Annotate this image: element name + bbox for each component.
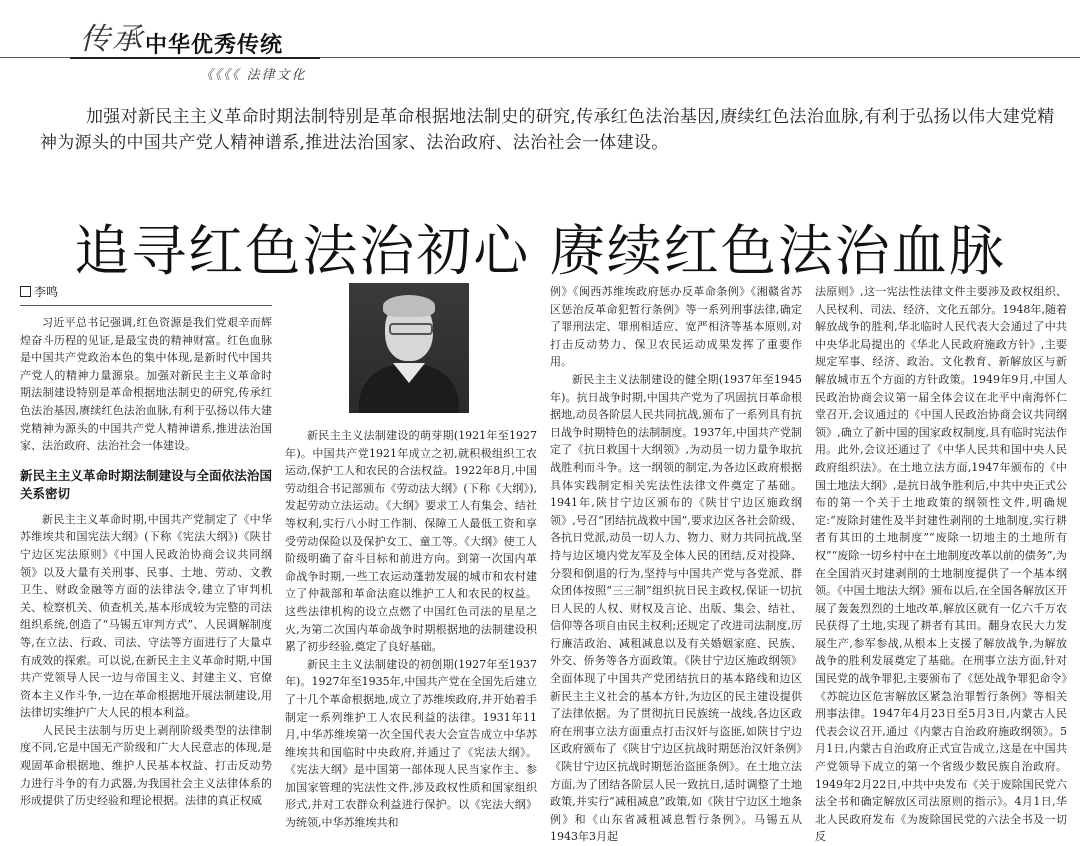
article-title: 追寻红色法治初心 赓续红色法治血脉	[74, 218, 1006, 283]
byline-rule	[20, 305, 272, 306]
column-1	[20, 283, 272, 810]
paragraph: 习近平总书记强调,红色资源是我们党艰辛而辉煌奋斗历程的见证,是最宝贵的精神财富。红色血脉是中国共产党政治本色的集中体现,是新时代中国共产党人的精神力量源泉。加强对新民主主义革命时期法制建设特别是革命根据地法制史的研究,传承红色法治基因,赓续红色法治血脉,有利于弘扬以伟大建党精神为源头的中国共产党人精神谱系,推进法治国家、法治政府、法治社会一体建设。	[20, 316, 272, 453]
paragraph: 新民主主义革命时期,中国共产党制定了《中华苏维埃共和国宪法大纲》(下称《宪法大纲》)《陕甘宁边区宪法原则》《中国人民政治协商会议共同纲领》以及大量有关刑事、民事、土地、劳动、文教卫生、财政金融等方面的法律法令,建立了审判机关、检察机关、侦查机关,基本形成较为完整的司法组织系统,创造了“马锡五审判方式”、人民调解制度等,在立法、行政、司法、守法等方面进行了大量卓有成效的探索。可以说,在新民主主义革命时期,中国共产党领导人民一边与帝国主义、封建主义、官僚资本主义作斗争,一边在革命根据地开展法制建设,用法律切实维护广大人民的根本利益。	[20, 512, 272, 720]
lead-paragraph: 加强对新民主主义革命时期法制特别是革命根据地法制史的研究,传承红色法治基因,赓续红色法治血脉,有利于弘扬以伟大建党精神为源头的中国共产党人精神谱系,推进法治国家、法治政府、法治社会一体建设。	[40, 107, 1055, 153]
article-body	[20, 283, 1070, 844]
header-rule-bold	[70, 57, 320, 59]
column-header	[0, 0, 1080, 90]
author-photo	[349, 283, 469, 413]
byline	[20, 283, 272, 301]
column-2	[285, 283, 537, 832]
paragraph: 人民民主法制与历史上剥削阶级类型的法律制度不同,它是中国无产阶级和广大人民意志的体现,是观固革命根据地、维护人民基本权益、打击反动势力进行斗争的有力武器,为我国社会主义法律体系的形成提供了历史经验和理论根据。法律的真正权威	[20, 723, 272, 808]
photo-glasses	[389, 323, 433, 335]
paragraph: 法原则》,这一宪法性法律文件主要涉及政权组织、人民权利、司法、经济、文化五部分。1948年,随着解放战争的胜利,华北临时人民代表大会通过了中共中央华北局提出的《华北人民政府施政方针》,主要规定军事、经济、政治、文化教育、新解放区与新解放城市五个方面的方针政策。1949年9月,中国人民政治协商会议第一届全体会议在北平中南海怀仁堂召开,会议通过的《中国人民政治协商会议共同纲领》,确立了新中国的国家政权制度,具有临时宪法作用。此外,会议还通过了《中华人民共和国中央人民政府组织法》。在土地立法方面,1947年颁布的《中国土地法大纲》,是抗日战争胜利后,中共中央正式公布的第一个关于土地政策的纲领性文件,明确规定:“废除封建性及半封建性剥削的土地制度,实行耕者有其田的土地制度”“废除一切地主的土地所有权”“废除一切乡村中在土地制度改革以前的债务”,为在全国消灭封建剥削的土地制度提供了一个基本纲领。《中国土地法大纲》颁布以后,在全国各解放区开展了轰轰烈烈的土地改革,解放区就有一亿六千万农民获得了土地,实现了耕者有其田。翻身农民大力发展生产,参军参战,从根本上支援了解放战争,为解放战争的胜利发展奠定了基础。在刑事立法方面,针对国民党的战争罪犯,主要颁布了《惩处战争罪犯命令》《苏皖边区危害解放区紧急治罪暂行条例》等相关刑事法律。1947年4月23日至5月3日,内蒙古人民代表会议召开,通过《内蒙古自治政府施政纲领》。5月1日,内蒙古自治政府正式宣告成立,这是在中国共产党领导下成立的第一个省级少数民族自治政府。1949年2月22日,中共中央发布《关于废除国民党六法全书和确定解放区司法原则的指示》。4月1日,华北人民政府发布《为废除国民党的六法全书及一切反	[815, 285, 1067, 844]
byline-box-icon	[20, 286, 31, 297]
column-subtitle: 《《《《 法律文化	[200, 68, 307, 83]
column-name: 中华优秀传统	[145, 33, 284, 58]
column-4	[815, 283, 1067, 846]
paragraph: 新民主主义法制建设的初创期(1927年至1937年)。1927年至1935年,中国共产党在全国先后建立了十几个革命根据地,成立了苏维埃政府,并开始着手制定一系列维护工人农民利益的法律。1931年11月,中华苏维埃第一次全国代表大会宣告成立中华苏维埃共和国临时中央政府,并通过了《宪法大纲》。《宪法大纲》是中国第一部体现人民当家作主、参加国家管理的宪法性文件,涉及政权性质和国家组织形式,并对工农群众利益进行保护。以《宪法大纲》为统领,中华苏维埃共和	[285, 657, 537, 830]
paragraph: 例》《闽西苏维埃政府惩办反革命条例》《湘赣省苏区惩治反革命犯暂行条例》等一系列刑事法律,确定了罪刑法定、罪刑相适应、宽严相济等基本原则,对打击反动势力、保卫农民运动成果发挥了重要作用。	[550, 285, 802, 369]
author-name: 李鸣	[34, 285, 59, 299]
photo-hair	[383, 295, 435, 317]
column-seal-logo: 传承	[80, 22, 144, 57]
paragraph: 新民主主义法制建设的萌芽期(1921年至1927年)。中国共产党1921年成立之初,就积极组织工农运动,保护工人和农民的合法权益。1922年8月,中国劳动组合书记部颁布《劳动法大纲》(下称《大纲》),发起劳动立法运动。《大纲》要求工人有集会、结社等权利,实行八小时工作制、保障工人最低工资和享受劳动保险以及保护女工、童工等。《大纲》使工人阶级明确了奋斗目标和前进方向。到第一次国内革命战争时期,一些工农运动蓬勃发展的城市和农村建立了仲裁部和革命法庭以维护工人和农民的权益。这些法律机构的设立点燃了中国红色司法的星星之火,为第二次国内革命战争时期根据地的法制建设积累了初步经验,奠定了良好基础。	[285, 429, 537, 654]
paragraph: 新民主主义法制建设的健全期(1937年至1945年)。抗日战争时期,中国共产党为了巩固抗日革命根据地,动员各阶层人民共同抗战,颁布了一系列具有抗日战争时期特色的法制制度。1937年,中国共产党制定了《抗日救国十大纲领》,为动员一切力量争取抗战胜利而斗争。这一纲领的制定,为各边区政府根据具体实践制定相关宪法性法律文件奠定了基础。1941年,陕甘宁边区颁布的《陕甘宁边区施政纲领》,号召“团结抗战救中国”,要求边区各社会阶级、各抗日党派,动员一切人力、物力、财力共同抗战,坚持与边区境内党友军及全体人民的团结,反对投降、分裂和倒退的行为,坚持与中国共产党与各党派、群众团体按照“三三制”组织抗日民主政权,保证一切抗日人民的人权、财权及言论、出版、集会、结社、信仰等各项自由民主权利;还规定了改进司法制度,厉行廉洁政治、减租减息以及有关婚姻家庭、民族、外交、侨务等各方面政策。《陕甘宁边区施政纲领》全面体现了中国共产党团结抗日的基本路线和边区新民主主义社会的基本方针,为边区的民主建设提供了法律依据。为了贯彻抗日民族统一战线,各边区政府在刑事立法方面重点打击汉奸与盗匪,如陕甘宁边区政府颁布了《陕甘宁边区抗战时期惩治汉奸条例》《陕甘宁边区抗战时期惩治盗匪条例》。在土地立法方面,为了团结各阶层人民一致抗日,适时调整了土地政策,并实行“减租减息”政策,如《陕甘宁边区土地条例》和《山东省减租减息暂行条例》。马锡五从1943年3月起	[550, 372, 802, 844]
column-3	[550, 283, 802, 846]
section-heading: 新民主主义革命时期法制建设与全面依法治国关系密切	[20, 467, 272, 501]
